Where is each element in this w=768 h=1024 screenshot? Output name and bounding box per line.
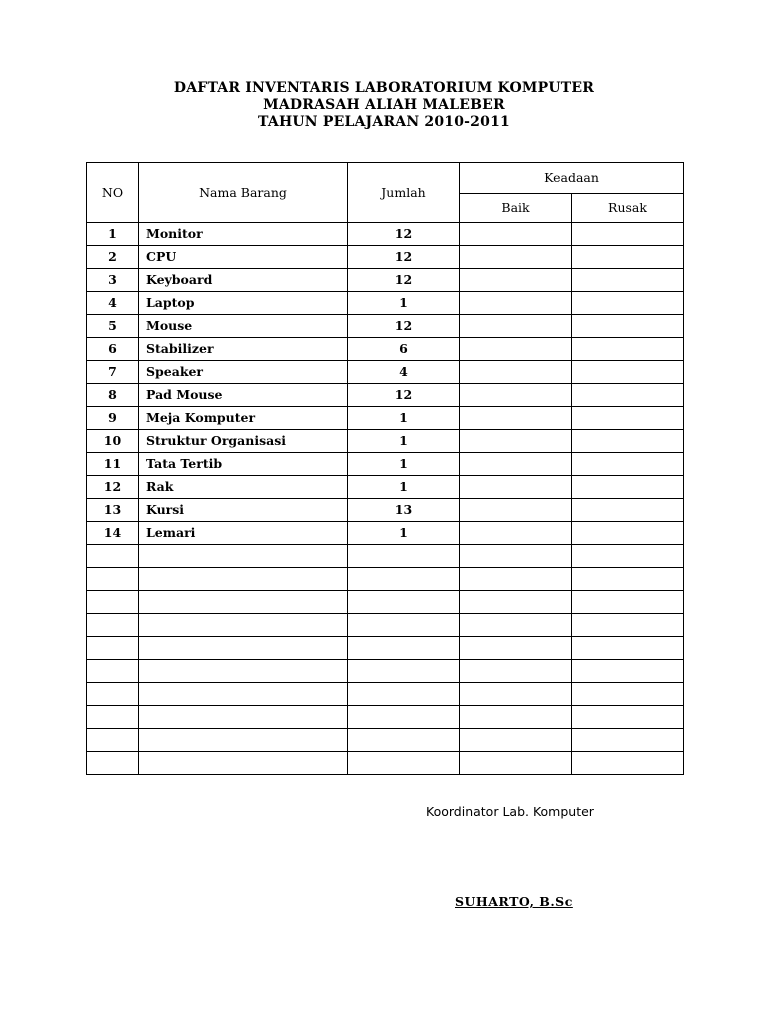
cell-baik [460, 315, 572, 338]
cell-baik [460, 476, 572, 499]
table-row [87, 637, 684, 660]
header-baik: Baik [460, 194, 572, 223]
cell-baik [460, 637, 572, 660]
cell-rusak [572, 591, 684, 614]
cell-baik [460, 568, 572, 591]
table-row [87, 752, 684, 775]
cell-no: 12 [87, 476, 139, 499]
cell-no [87, 683, 139, 706]
cell-jumlah: 1 [348, 430, 460, 453]
cell-no [87, 752, 139, 775]
cell-rusak [572, 453, 684, 476]
cell-nama-barang [139, 614, 348, 637]
table-row [87, 499, 684, 522]
cell-jumlah [348, 706, 460, 729]
table-row [87, 729, 684, 752]
cell-baik [460, 545, 572, 568]
cell-nama-barang: Lemari [139, 522, 348, 545]
cell-baik [460, 752, 572, 775]
cell-no: 8 [87, 384, 139, 407]
header-nama-barang: Nama Barang [139, 163, 348, 223]
table-row [87, 614, 684, 637]
cell-no: 14 [87, 522, 139, 545]
cell-no: 3 [87, 269, 139, 292]
cell-jumlah [348, 614, 460, 637]
table-row [87, 568, 684, 591]
cell-jumlah: 4 [348, 361, 460, 384]
cell-baik [460, 729, 572, 752]
cell-jumlah: 12 [348, 246, 460, 269]
cell-rusak [572, 660, 684, 683]
cell-rusak [572, 706, 684, 729]
cell-jumlah: 1 [348, 292, 460, 315]
header-rusak: Rusak [572, 194, 684, 223]
cell-nama-barang: CPU [139, 246, 348, 269]
cell-jumlah: 1 [348, 522, 460, 545]
cell-nama-barang [139, 706, 348, 729]
table-row [87, 384, 684, 407]
cell-nama-barang [139, 637, 348, 660]
cell-nama-barang [139, 591, 348, 614]
table-row [87, 522, 684, 545]
cell-jumlah: 12 [348, 223, 460, 246]
table-row [87, 660, 684, 683]
cell-nama-barang: Mouse [139, 315, 348, 338]
cell-jumlah [348, 683, 460, 706]
cell-rusak [572, 269, 684, 292]
cell-jumlah: 1 [348, 453, 460, 476]
cell-rusak [572, 683, 684, 706]
cell-baik [460, 430, 572, 453]
cell-baik [460, 660, 572, 683]
cell-rusak [572, 292, 684, 315]
title-line-1: DAFTAR INVENTARIS LABORATORIUM KOMPUTER [173, 80, 595, 96]
header-jumlah: Jumlah [348, 163, 460, 223]
cell-no: 2 [87, 246, 139, 269]
cell-nama-barang [139, 729, 348, 752]
cell-jumlah [348, 752, 460, 775]
cell-nama-barang: Keyboard [139, 269, 348, 292]
cell-nama-barang: Monitor [139, 223, 348, 246]
cell-no: 5 [87, 315, 139, 338]
cell-nama-barang [139, 545, 348, 568]
cell-nama-barang [139, 683, 348, 706]
cell-jumlah [348, 660, 460, 683]
title-line-3: TAHUN PELAJARAN 2010-2011 [258, 114, 510, 130]
cell-jumlah [348, 729, 460, 752]
document-title [0, 80, 768, 131]
cell-baik [460, 499, 572, 522]
cell-baik [460, 269, 572, 292]
cell-nama-barang: Meja Komputer [139, 407, 348, 430]
table-row [87, 591, 684, 614]
cell-jumlah [348, 568, 460, 591]
cell-rusak [572, 522, 684, 545]
cell-rusak [572, 338, 684, 361]
cell-no [87, 729, 139, 752]
cell-baik [460, 338, 572, 361]
table-row [87, 706, 684, 729]
cell-jumlah: 1 [348, 407, 460, 430]
cell-baik [460, 591, 572, 614]
cell-nama-barang [139, 752, 348, 775]
cell-rusak [572, 384, 684, 407]
table-row [87, 361, 684, 384]
cell-no [87, 614, 139, 637]
table-row [87, 430, 684, 453]
table-row [87, 338, 684, 361]
cell-baik [460, 407, 572, 430]
cell-rusak [572, 476, 684, 499]
cell-no [87, 706, 139, 729]
table-row [87, 476, 684, 499]
cell-baik [460, 453, 572, 476]
cell-no: 7 [87, 361, 139, 384]
cell-jumlah [348, 545, 460, 568]
table-row [87, 407, 684, 430]
cell-baik [460, 292, 572, 315]
cell-rusak [572, 729, 684, 752]
cell-no: 6 [87, 338, 139, 361]
cell-rusak [572, 637, 684, 660]
cell-nama-barang: Pad Mouse [139, 384, 348, 407]
cell-nama-barang [139, 660, 348, 683]
cell-rusak [572, 752, 684, 775]
signatory-name: SUHARTO, B.Sc [455, 894, 573, 909]
table-row [87, 683, 684, 706]
cell-nama-barang: Kursi [139, 499, 348, 522]
cell-rusak [572, 315, 684, 338]
cell-rusak [572, 407, 684, 430]
cell-rusak [572, 499, 684, 522]
cell-jumlah: 13 [348, 499, 460, 522]
cell-no: 10 [87, 430, 139, 453]
table-row [87, 292, 684, 315]
cell-nama-barang: Struktur Organisasi [139, 430, 348, 453]
cell-nama-barang [139, 568, 348, 591]
cell-no: 13 [87, 499, 139, 522]
cell-baik [460, 361, 572, 384]
cell-rusak [572, 223, 684, 246]
table-row [87, 246, 684, 269]
title-line-2: MADRASAH ALIAH MALEBER [263, 97, 505, 113]
cell-rusak [572, 545, 684, 568]
cell-jumlah: 12 [348, 315, 460, 338]
cell-nama-barang: Rak [139, 476, 348, 499]
cell-jumlah: 12 [348, 384, 460, 407]
inventory-table [86, 162, 684, 775]
header-no: NO [87, 163, 139, 223]
cell-nama-barang: Laptop [139, 292, 348, 315]
cell-baik [460, 384, 572, 407]
cell-jumlah: 6 [348, 338, 460, 361]
cell-no: 11 [87, 453, 139, 476]
cell-jumlah [348, 591, 460, 614]
coordinator-label: Koordinator Lab. Komputer [426, 804, 594, 819]
cell-jumlah: 12 [348, 269, 460, 292]
table-row [87, 223, 684, 246]
cell-no [87, 568, 139, 591]
cell-baik [460, 223, 572, 246]
cell-rusak [572, 568, 684, 591]
cell-baik [460, 706, 572, 729]
cell-baik [460, 246, 572, 269]
cell-rusak [572, 614, 684, 637]
cell-nama-barang: Speaker [139, 361, 348, 384]
cell-jumlah [348, 637, 460, 660]
cell-nama-barang: Tata Tertib [139, 453, 348, 476]
table-row [87, 269, 684, 292]
cell-rusak [572, 246, 684, 269]
cell-no: 9 [87, 407, 139, 430]
table-row [87, 453, 684, 476]
cell-no [87, 660, 139, 683]
cell-no: 4 [87, 292, 139, 315]
cell-jumlah: 1 [348, 476, 460, 499]
cell-no [87, 545, 139, 568]
header-keadaan: Keadaan [460, 163, 684, 194]
cell-no: 1 [87, 223, 139, 246]
cell-no [87, 637, 139, 660]
cell-rusak [572, 430, 684, 453]
cell-nama-barang: Stabilizer [139, 338, 348, 361]
inventory-table-body [87, 223, 684, 775]
cell-no [87, 591, 139, 614]
table-row [87, 545, 684, 568]
cell-baik [460, 683, 572, 706]
cell-baik [460, 614, 572, 637]
cell-baik [460, 522, 572, 545]
table-row [87, 315, 684, 338]
cell-rusak [572, 361, 684, 384]
